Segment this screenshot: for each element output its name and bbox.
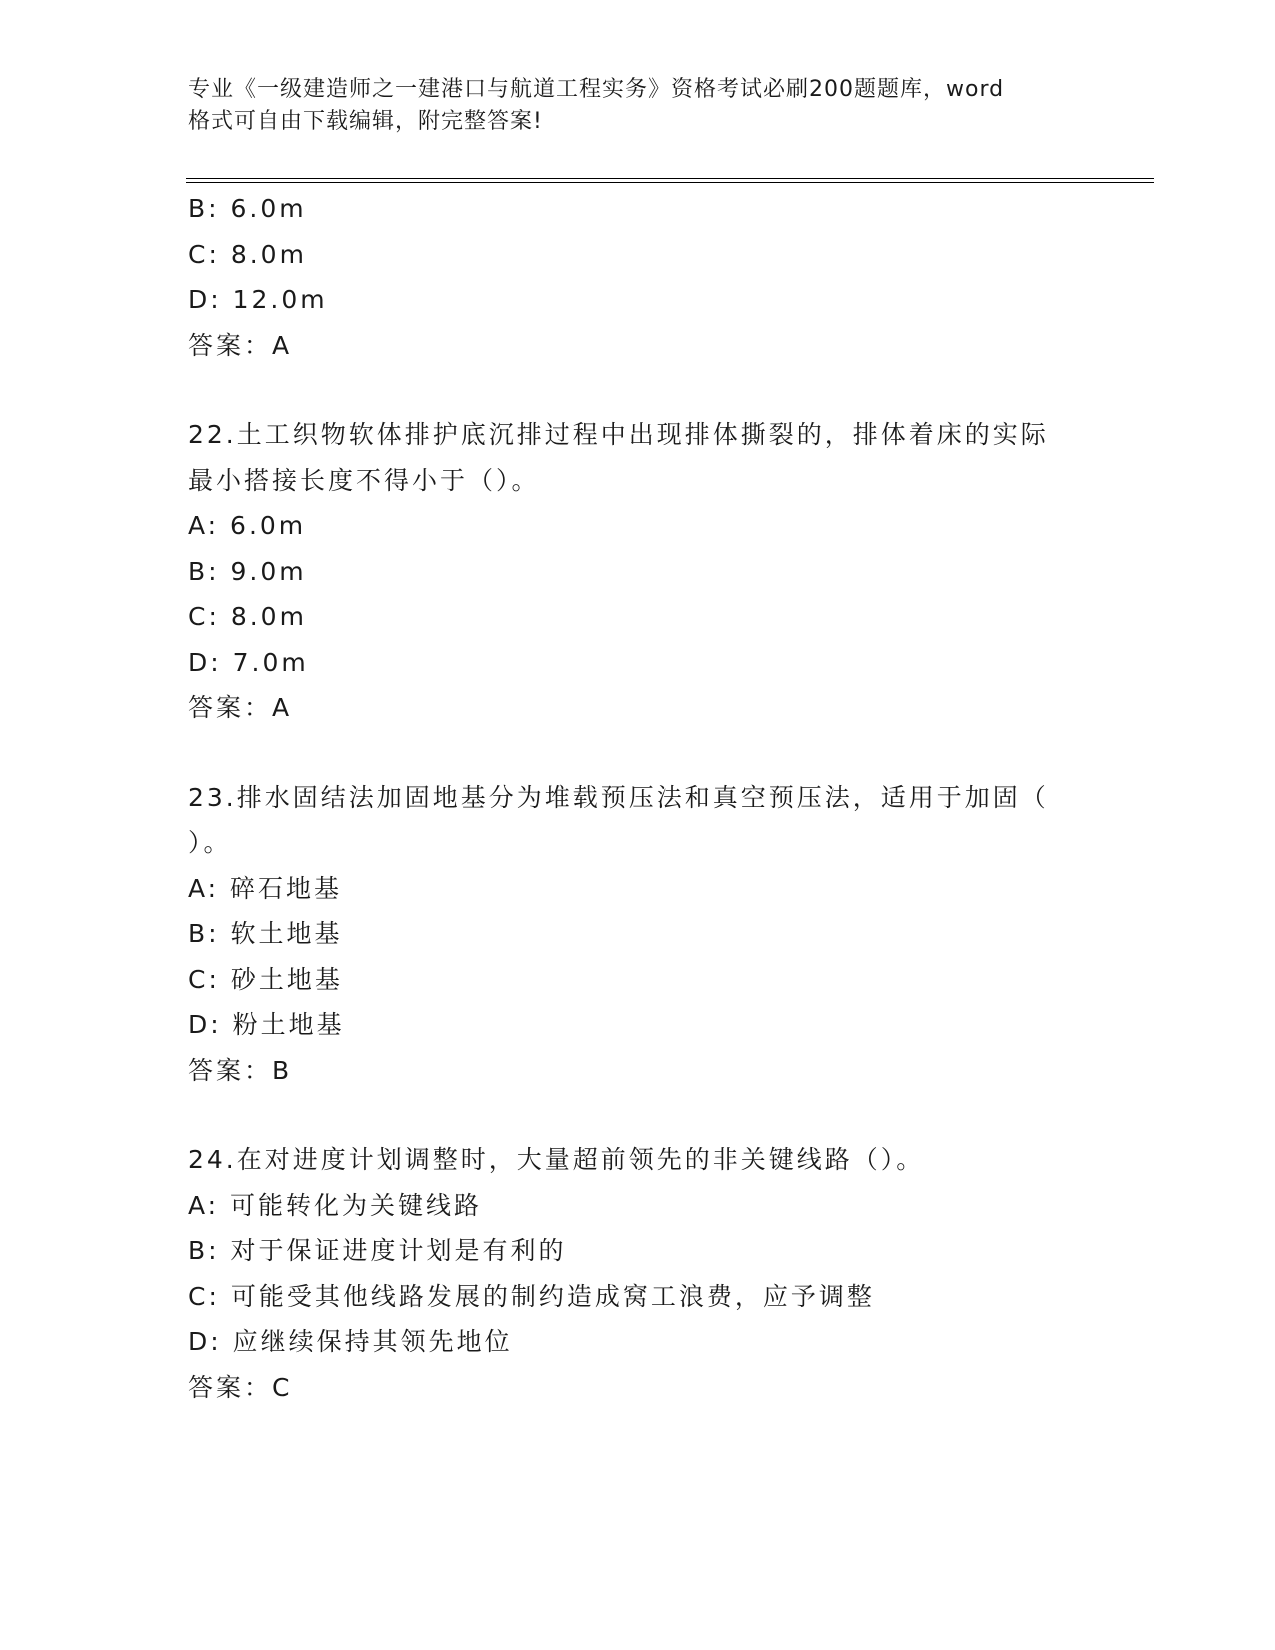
answer: 答案：A xyxy=(188,693,293,722)
option-c: C: 8.0m xyxy=(188,602,307,631)
question-24 xyxy=(188,1137,1088,1410)
option-b: B: 软土地基 xyxy=(188,919,343,948)
option-a: A: 可能转化为关键线路 xyxy=(188,1190,483,1220)
header-divider xyxy=(186,178,1154,183)
question-21-tail xyxy=(188,186,1088,368)
question-text-line-1: 22.土工织物软体排护底沉排过程中出现排体撕裂的，排体着床的实际 xyxy=(188,420,1049,449)
spacer xyxy=(188,368,1088,412)
question-22 xyxy=(188,412,1088,731)
option-d: D: 7.0m xyxy=(188,647,309,677)
header-line-1: 专业《一级建造师之一建港口与航道工程实务》资格考试必刷200题题库，word xyxy=(188,77,1005,102)
option-d: D: 应继续保持其领先地位 xyxy=(188,1327,513,1356)
option-d: D: 粉土地基 xyxy=(188,1010,345,1039)
option-d: D: 12.0m xyxy=(188,285,328,314)
answer: 答案：B xyxy=(188,1055,293,1085)
question-text-line-1: 23.排水固结法加固地基分为堆载预压法和真空预压法，适用于加固（ xyxy=(188,782,1049,812)
header-line-2: 格式可自由下载编辑，附完整答案! xyxy=(188,109,543,134)
spacer xyxy=(188,1093,1088,1137)
option-a: A: 6.0m xyxy=(188,511,307,540)
document-header xyxy=(188,74,1068,138)
question-text-line-2: ）。 xyxy=(188,828,232,857)
question-text-line-2: 最小搭接长度不得小于（）。 xyxy=(188,465,540,495)
option-c: C: 砂土地基 xyxy=(188,964,343,994)
option-b: B: 9.0m xyxy=(188,556,307,586)
option-b: B: 对于保证进度计划是有利的 xyxy=(188,1236,567,1265)
answer: 答案：A xyxy=(188,330,293,360)
question-content xyxy=(188,186,1088,1410)
spacer xyxy=(188,731,1088,775)
option-c: C: 可能受其他线路发展的制约造成窝工浪费，应予调整 xyxy=(188,1281,875,1311)
answer: 答案：C xyxy=(188,1372,293,1402)
question-23 xyxy=(188,775,1088,1094)
option-c: C: 8.0m xyxy=(188,239,307,269)
option-a: A: 碎石地基 xyxy=(188,873,343,903)
question-text-line-1: 24.在对进度计划调整时，大量超前领先的非关键线路（）。 xyxy=(188,1145,925,1174)
option-b: B: 6.0m xyxy=(188,194,307,223)
